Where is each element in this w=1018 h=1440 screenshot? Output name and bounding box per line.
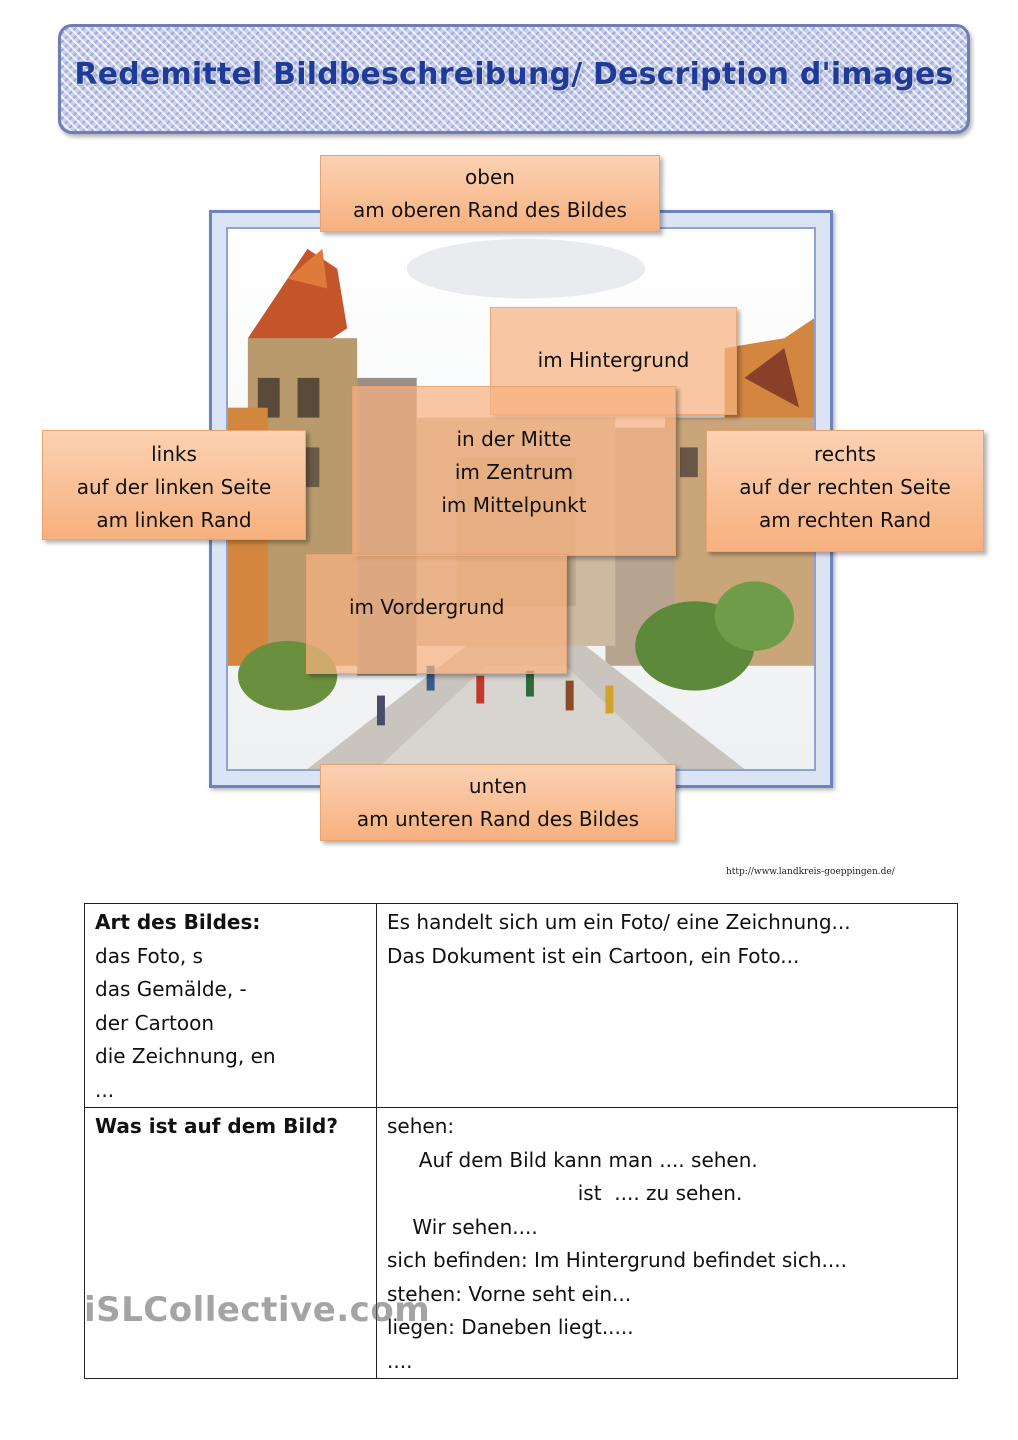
image-credit: http://www.landkreis-goeppingen.de/ <box>726 867 895 877</box>
label-right-line-1: rechts <box>813 442 877 466</box>
list-item: Wir sehen.... <box>387 1214 538 1239</box>
label-top-line-2: am oberen Rand des Bildes <box>353 198 627 222</box>
list-item: stehen: Vorne seht ein... <box>387 1281 632 1306</box>
list-item: ist .... zu sehen. <box>387 1181 743 1205</box>
table-cell-left <box>85 904 377 1108</box>
label-center <box>352 386 676 556</box>
table-cell-right <box>377 1108 958 1379</box>
table-cell-right <box>377 904 958 1108</box>
list-item: die Zeichnung, en <box>95 1044 276 1068</box>
watermark: iSLCollective.com <box>84 1290 431 1330</box>
label-right <box>706 430 984 552</box>
label-foreground-line-1: im Vordergrund <box>349 595 505 619</box>
table-cell-left <box>85 1108 377 1379</box>
list-item: der Cartoon <box>95 1010 215 1035</box>
list-item: das Foto, s <box>95 943 203 968</box>
label-right-line-3: am rechten Rand <box>758 508 932 532</box>
label-bottom-line-1: unten <box>468 774 528 798</box>
list-item: das Gemälde, - <box>95 977 247 1001</box>
label-foreground <box>306 554 567 674</box>
label-center-line-2: im Zentrum <box>454 460 574 484</box>
page-title: Redemittel Bildbeschreibung/ Description d'images <box>74 57 954 92</box>
list-item: sich befinden: Im Hintergrund befindet sich.... <box>387 1248 847 1272</box>
list-item: Das Dokument ist ein Cartoon, ein Foto... <box>387 943 800 968</box>
label-left <box>42 430 306 540</box>
list-item: ... <box>95 1077 115 1102</box>
label-right-line-2: auf der rechten Seite <box>739 475 951 499</box>
title-banner <box>58 24 970 134</box>
table-row <box>85 904 958 1108</box>
list-item: sehen: <box>387 1114 455 1138</box>
list-item: Auf dem Bild kann man .... sehen. <box>387 1147 758 1172</box>
list-item: Es handelt sich um ein Foto/ eine Zeichnung... <box>387 910 851 934</box>
label-bottom-line-2: am unteren Rand des Bildes <box>356 807 640 831</box>
label-center-line-3: im Mittelpunkt <box>441 493 587 517</box>
label-top <box>320 155 660 232</box>
list-item: liegen: Daneben liegt..... <box>387 1315 634 1339</box>
list-item: .... <box>387 1348 413 1373</box>
row-heading: Art des Bildes: <box>95 910 261 934</box>
label-bottom <box>320 764 676 841</box>
table-row <box>85 1108 958 1379</box>
label-center-line-1: in der Mitte <box>456 427 572 451</box>
label-background-line-1: im Hintergrund <box>537 348 690 372</box>
label-top-line-1: oben <box>465 165 515 189</box>
label-left-line-1: links <box>151 442 197 466</box>
row-heading: Was ist auf dem Bild? <box>95 1114 338 1138</box>
label-left-line-2: auf der linken Seite <box>76 475 272 499</box>
label-left-line-3: am linken Rand <box>96 508 252 532</box>
